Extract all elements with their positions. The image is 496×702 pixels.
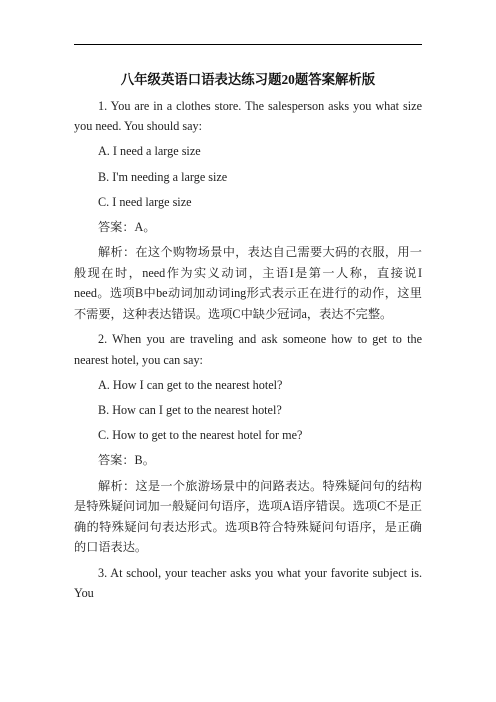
q2-answer: 答案：B。 [98, 453, 155, 468]
document-title: 八年级英语口语表达练习题20题答案解析版 [120, 72, 376, 87]
q2-option-a: A. How I can get to the nearest hotel? [98, 377, 283, 392]
q1-analysis: 解析：在这个购物场景中，表达自己需要大码的衣服，用一般现在时，need作为实义动词，主语I是第一人称，直接说I need。选项B中be动词加动词ing形式表示正在进行的动作，这里不需要，这种表达错误。选项C中缺少冠词a，表达不完整。 [74, 245, 422, 321]
q2-option-c: C. How to get to the nearest hotel for me? [98, 428, 303, 443]
question-1: 1. You are in a clothes store. The salesperson asks you what size you need. You should say: [74, 98, 422, 134]
document-body [74, 70, 422, 608]
q1-option-b: B. I'm needing a large size [98, 169, 228, 184]
q1-answer: 答案：A。 [98, 219, 156, 234]
question-2: 2. When you are traveling and ask someone how to get to the nearest hotel, you can say: [74, 332, 422, 367]
q1-option-c: C. I need large size [98, 194, 192, 209]
q2-analysis: 解析：这是一个旅游场景中的问路表达。特殊疑问句的结构是特殊疑问词加一般疑问句语序，选项A语序错误。选项C不是正确的特殊疑问句表达形式。选项B符合特殊疑问句语序，是正确的口语表达。 [74, 478, 422, 555]
header-rule [74, 44, 422, 45]
q2-option-b: B. How can I get to the nearest hotel? [98, 403, 282, 418]
question-3: 3. At school, your teacher asks you what your favorite subject is. You [74, 565, 422, 601]
q1-option-a: A. I need a large size [98, 144, 201, 159]
